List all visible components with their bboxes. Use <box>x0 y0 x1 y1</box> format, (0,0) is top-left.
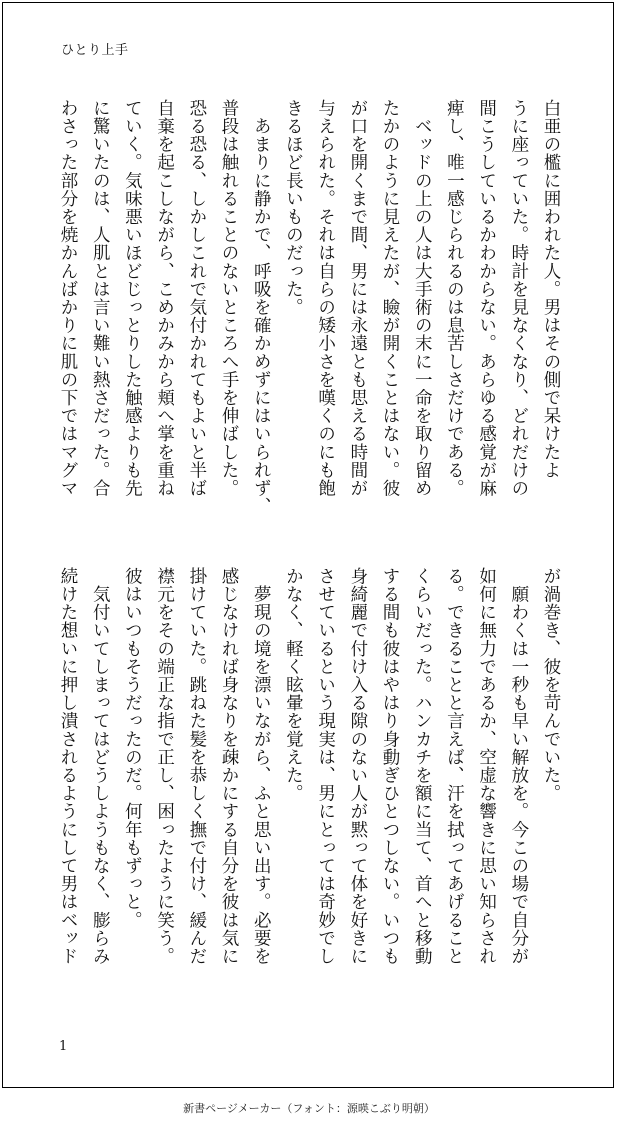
lower-text-block <box>43 567 565 987</box>
text-column: 普段は触れることのないところへ手を伸ばした。 <box>219 99 239 498</box>
text-column: 掛けていた。跳ねた髪を恭しく撫で付け、緩んだ <box>186 567 207 966</box>
text-column: 身綺麗で付け入る隙のない人が黙って体を好きに <box>347 567 368 966</box>
running-head-title: ひとり上手 <box>61 43 129 58</box>
text-column: が口を開くまで間、男には永遠とも思える時間が <box>347 99 368 498</box>
text-column: させているという現実は、男にとっては奇妙でし <box>315 567 336 966</box>
footer-credit: 新書ページメーカー（フォント：源暎こぶり明朝） <box>183 1102 435 1115</box>
text-column: 与えられた。それは自らの矮小さを嘆くのにも飽 <box>315 99 336 498</box>
text-column: ていく。気味悪いほどじっとりした触感よりも先 <box>122 99 143 498</box>
text-column: 彼はいつもそうだったのだ。何年もずっと。 <box>122 567 143 929</box>
text-column: 続けた想いに押し潰されるようにして男はベッド <box>58 567 78 966</box>
text-column: 願わくは一秒も早い解放を。今この場で自分が <box>508 567 529 966</box>
text-column: あまりに静かで、呼吸を確かめずにはいられず、 <box>251 99 272 516</box>
text-column: する間も彼はやはり身動ぎひとつしない。いつも <box>380 567 400 966</box>
text-column: うに座っていた。時計を見なくなり、どれだけの <box>508 99 529 498</box>
text-column: 白亜の檻に囲われた人。男はその側で呆けたよ <box>541 99 561 480</box>
text-column: ベッドの上の人は大手術の末に一命を取り留め <box>412 99 433 498</box>
text-column: くらいだった。ハンカチを額に当て、首へと移動 <box>412 567 433 966</box>
text-column: たかのように見えたが、瞼が開くことはない。彼 <box>380 99 400 498</box>
text-column: 襟元をその端正な指で正し、困ったように笑う。 <box>154 567 175 966</box>
text-column: 感じなければ身なりを疎かにする自分を彼は気に <box>219 567 239 966</box>
text-column: に驚いたのは、人肌とは言い難い熱さだった。合 <box>90 99 111 498</box>
text-column: かなく、軽く眩暈を覚えた。 <box>283 567 304 803</box>
text-column: 気付いてしまってはどうしようもなく、膨らみ <box>90 567 111 966</box>
text-column: 自棄を起こしながら、こめかみから頬へ掌を重ね <box>154 99 175 498</box>
upper-text-block <box>43 99 565 519</box>
text-column: 如何に無力であるか、空虚な響きに思い知らされ <box>476 567 497 966</box>
page-frame <box>2 2 614 1088</box>
text-column: が渦巻き、彼を苛んでいた。 <box>541 567 561 803</box>
text-column: わさった部分を焼かんばかりに肌の下ではマグマ <box>58 99 78 498</box>
text-column: 恐る恐る、しかしこれで気付かれてもよいと半ば <box>186 99 207 498</box>
text-column: 痺し、唯一感じられるのは息苦しさだけである。 <box>444 99 465 498</box>
page-number: 1 <box>59 1039 68 1054</box>
text-column: きるほど長いものだった。 <box>283 99 304 317</box>
text-column: る。できることと言えば、汗を拭ってあげること <box>444 567 465 966</box>
text-column: 間こうしているかわからない。あらゆる感覚が麻 <box>476 99 497 498</box>
text-column: 夢現の境を漂いながら、ふと思い出す。必要を <box>251 567 272 966</box>
